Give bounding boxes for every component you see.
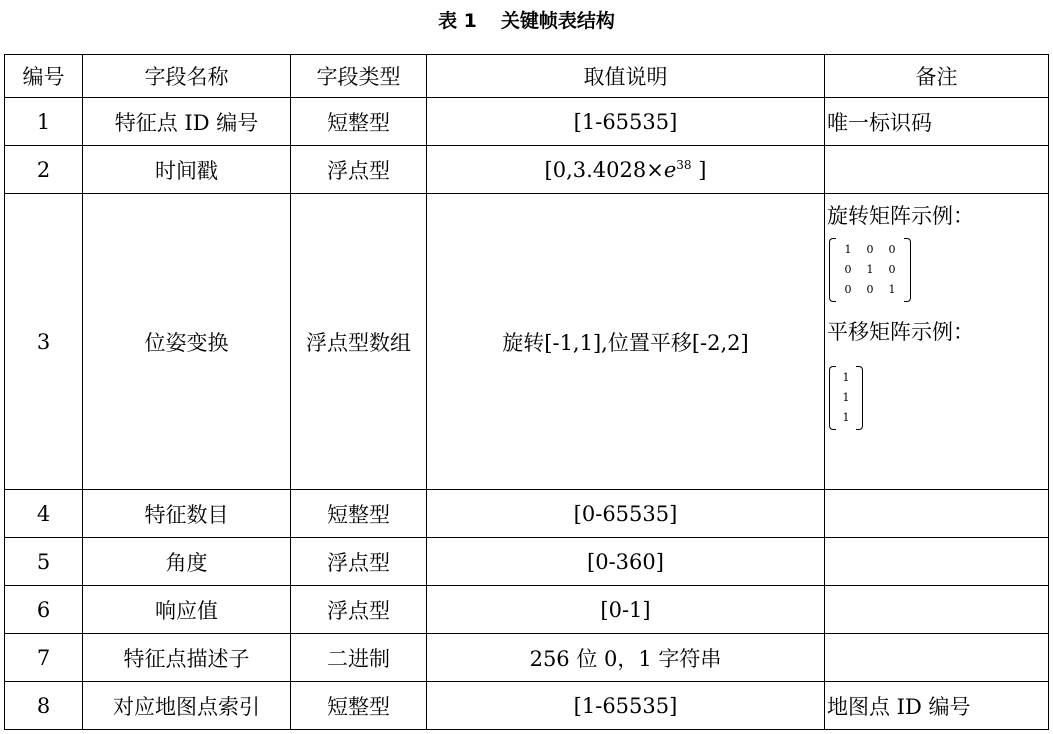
field-type: 浮点型 [291, 586, 427, 634]
value-desc: 256 位 0，1 字符串 [427, 634, 825, 682]
row-no: 8 [5, 682, 83, 730]
vector-cell: 1 [842, 391, 850, 404]
table-row [5, 682, 1049, 730]
field-type: 浮点型数组 [291, 194, 427, 490]
field-type: 浮点型 [291, 146, 427, 194]
field-name: 特征点 ID 编号 [83, 98, 291, 146]
remark [825, 586, 1049, 634]
value-desc: [0-360] [427, 538, 825, 586]
value-suffix: ] [691, 157, 707, 182]
remark [825, 146, 1049, 194]
row-no: 1 [5, 98, 83, 146]
field-name: 特征数目 [83, 490, 291, 538]
row-no: 5 [5, 538, 83, 586]
field-type: 短整型 [291, 490, 427, 538]
field-name: 时间戳 [83, 146, 291, 194]
table-title: 关键帧表结构 [500, 10, 615, 32]
remark: 地图点 ID 编号 [825, 682, 1049, 730]
value-desc: [1-65535] [427, 682, 825, 730]
row-no: 6 [5, 586, 83, 634]
table-row [5, 634, 1049, 682]
header-no: 编号 [5, 55, 83, 98]
header-value-desc: 取值说明 [427, 55, 825, 98]
row-no: 7 [5, 634, 83, 682]
remark [825, 490, 1049, 538]
remark [825, 634, 1049, 682]
matrix-cell: 1 [866, 263, 874, 276]
field-name: 特征点描述子 [83, 634, 291, 682]
row-no: 4 [5, 490, 83, 538]
remark [825, 194, 1049, 490]
matrix-cell: 0 [844, 263, 852, 276]
vector-cell: 1 [842, 411, 850, 424]
field-type: 浮点型 [291, 538, 427, 586]
value-desc [427, 146, 825, 194]
translation-example-title: 平移矩阵示例： [827, 320, 974, 344]
field-type: 短整型 [291, 682, 427, 730]
remark: 唯一标识码 [825, 98, 1049, 146]
table-row [5, 490, 1049, 538]
row-no: 2 [5, 146, 83, 194]
rotation-matrix [829, 238, 911, 302]
field-type: 二进制 [291, 634, 427, 682]
value-desc: 旋转[-1,1],位置平移[-2,2] [427, 194, 825, 490]
field-name: 对应地图点索引 [83, 682, 291, 730]
header-remark: 备注 [825, 55, 1049, 98]
field-name: 响应值 [83, 586, 291, 634]
keyframe-table [4, 54, 1049, 730]
matrix-cell: 0 [844, 283, 852, 296]
table-row [5, 194, 1049, 490]
matrix-cell: 1 [888, 283, 896, 296]
matrix-cell: 0 [866, 283, 874, 296]
table-row [5, 538, 1049, 586]
table-number: 表 1 [438, 10, 477, 32]
matrix-cell: 0 [866, 243, 874, 256]
table-caption [0, 6, 1053, 33]
matrix-cell: 0 [888, 263, 896, 276]
header-row [5, 55, 1049, 98]
vector-cell: 1 [842, 371, 850, 384]
matrix-cell: 1 [844, 243, 852, 256]
value-prefix: [0,3.4028× [544, 157, 664, 182]
translation-vector [829, 366, 863, 430]
matrix-cell: 0 [888, 243, 896, 256]
rotation-example-title: 旋转矩阵示例： [827, 204, 974, 228]
value-exponent: 38 [676, 157, 692, 172]
value-desc: [1-65535] [427, 98, 825, 146]
header-field-name: 字段名称 [83, 55, 291, 98]
remark [825, 538, 1049, 586]
row-no: 3 [5, 194, 83, 490]
value-e: e [663, 157, 677, 182]
value-desc: [0-1] [427, 586, 825, 634]
table-row [5, 98, 1049, 146]
header-field-type: 字段类型 [291, 55, 427, 98]
table-row [5, 146, 1049, 194]
field-name: 角度 [83, 538, 291, 586]
field-name: 位姿变换 [83, 194, 291, 490]
value-desc: [0-65535] [427, 490, 825, 538]
field-type: 短整型 [291, 98, 427, 146]
table-row [5, 586, 1049, 634]
